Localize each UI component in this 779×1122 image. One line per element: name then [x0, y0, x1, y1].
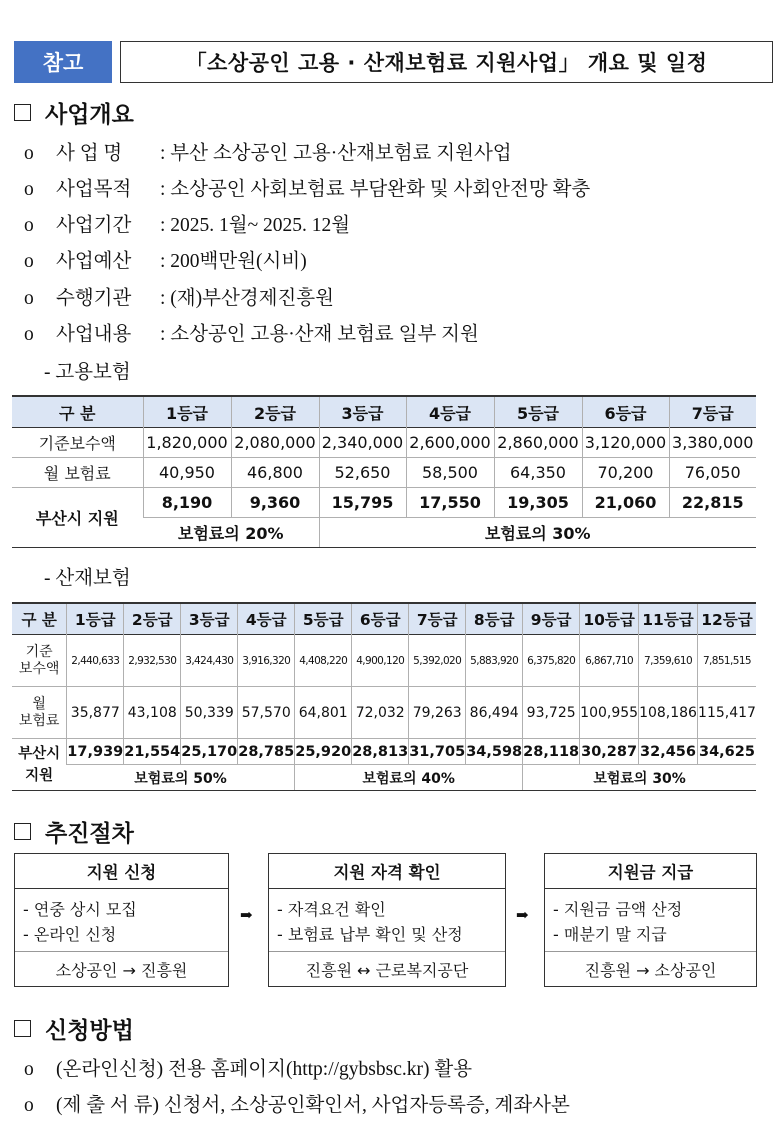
table-cell: 22,815 [669, 488, 756, 518]
bullet-icon: o [24, 215, 34, 236]
table-cell: 4,408,220 [295, 635, 352, 687]
table-cell: 5,883,920 [466, 635, 523, 687]
process-step-footer: 진흥원 → 소상공인 [584, 961, 717, 980]
table-cell: 15,795 [319, 488, 406, 518]
table-cell: 1,820,000 [143, 428, 231, 458]
table-cell: 43,108 [124, 687, 181, 739]
overview-value: : 소상공인 고용·산재 보험료 일부 지원 [160, 324, 479, 345]
checkbox-square-icon [14, 104, 31, 121]
table-cell: 6,375,820 [523, 635, 580, 687]
table-cell: 28,813 [352, 739, 409, 765]
table-cell: 21,060 [582, 488, 669, 518]
table-header-row [12, 396, 756, 428]
overview-value: : (재)부산경제진흥원 [160, 288, 334, 309]
row-label-line: 보험료 [18, 712, 60, 729]
table-row [12, 739, 756, 765]
overview-value: : 200백만원(시비) [160, 251, 307, 272]
header-cell: 9등급 [523, 603, 580, 635]
row-label-line: 지원 [25, 767, 54, 784]
table-cell: 3,380,000 [669, 428, 756, 458]
method-value: 전용 홈페이지(http://gybsbsc.kr) 활용 [168, 1059, 473, 1080]
header-cell: 6등급 [352, 603, 409, 635]
header-cell: 4등급 [406, 396, 494, 428]
table-cell: 5,392,020 [409, 635, 466, 687]
overview-item [24, 318, 479, 346]
method-value: 신청서, 소상공인확인서, 사업자등록증, 계좌사본 [163, 1095, 570, 1116]
table-cell: 30,287 [580, 739, 639, 765]
table-cell: 57,570 [238, 687, 295, 739]
header-cell: 3등급 [181, 603, 238, 635]
process-step-item: - 보험료 납부 확인 및 산정 [277, 925, 463, 944]
process-step-item: - 자격요건 확인 [277, 900, 386, 919]
table-cell: 2,860,000 [494, 428, 582, 458]
table-cell: 19,305 [494, 488, 582, 518]
process-step-body [269, 889, 505, 952]
overview-label: 사업예산 [56, 251, 132, 272]
overview-label: 사업내용 [56, 324, 132, 345]
process-step-title: 지원 신청 [15, 854, 228, 889]
table-cell: 115,417 [697, 687, 756, 739]
table-cell: 25,170 [181, 739, 238, 765]
industrial-insurance-table [12, 602, 756, 791]
header-cell: 5등급 [295, 603, 352, 635]
header-cell: 5등급 [494, 396, 582, 428]
table-cell: 3,424,430 [181, 635, 238, 687]
header-cell: 6등급 [582, 396, 669, 428]
table-cell: 34,598 [466, 739, 523, 765]
row-label-line: 부산시 [18, 745, 61, 762]
process-step-title: 지원 자격 확인 [269, 854, 505, 889]
method-label: (제 출 서 류) [56, 1095, 159, 1116]
rate-note: 보험료의 20% [143, 518, 319, 548]
table-cell: 32,456 [639, 739, 698, 765]
row-label [12, 687, 67, 739]
table-cell: 3,120,000 [582, 428, 669, 458]
section-title: 추진절차 [45, 821, 134, 847]
table-cell: 28,785 [238, 739, 295, 765]
overview-label: 수행기관 [56, 288, 132, 309]
overview-item [24, 209, 350, 237]
table-cell: 34,625 [697, 739, 756, 765]
section-overview-heading [14, 96, 134, 129]
rate-note: 보험료의 30% [319, 518, 756, 548]
table-cell: 58,500 [406, 458, 494, 488]
method-item [24, 1089, 570, 1117]
table-cell: 21,554 [124, 739, 181, 765]
process-step-body [545, 889, 756, 952]
table-cell: 9,360 [231, 488, 319, 518]
table-cell: 86,494 [466, 687, 523, 739]
row-label-line: 기준 [25, 643, 53, 660]
bullet-icon: o [24, 1095, 34, 1116]
process-step-pay [544, 853, 757, 987]
table-cell: 79,263 [409, 687, 466, 739]
table-cell: 25,920 [295, 739, 352, 765]
row-label: 월 보험료 [12, 458, 143, 488]
table-row [12, 488, 756, 518]
row-label: 기준보수액 [12, 428, 143, 458]
overview-value: : 2025. 1월~ 2025. 12월 [160, 215, 351, 236]
row-label-line: 월 [32, 695, 46, 712]
section-title: 신청방법 [45, 1018, 134, 1044]
table-cell: 28,118 [523, 739, 580, 765]
process-step-item: - 지원금 금액 산정 [553, 900, 683, 919]
table-cell: 8,190 [143, 488, 231, 518]
process-step-footer: 소상공인 → 진흥원 [55, 961, 188, 980]
employment-insurance-subtitle: - 고용보험 [44, 362, 131, 383]
employment-insurance-table [12, 395, 756, 548]
process-step-title: 지원금 지급 [545, 854, 756, 889]
bullet-icon: o [24, 143, 34, 164]
table-header-row [12, 603, 756, 635]
table-cell: 76,050 [669, 458, 756, 488]
row-label [12, 739, 67, 791]
header-cell: 2등급 [231, 396, 319, 428]
arrow-right-icon: ➡ [240, 908, 253, 924]
method-item [24, 1053, 472, 1081]
header-cell: 10등급 [580, 603, 639, 635]
header-cell: 1등급 [67, 603, 124, 635]
process-step-apply [14, 853, 229, 987]
table-cell: 93,725 [523, 687, 580, 739]
table-cell: 3,916,320 [238, 635, 295, 687]
header-cell: 12등급 [697, 603, 756, 635]
table-cell: 2,080,000 [231, 428, 319, 458]
page-title: 「소상공인 고용 · 산재보험료 지원사업」 개요 및 일정 [120, 41, 773, 83]
industrial-insurance-subtitle: - 산재보험 [44, 568, 131, 589]
table-cell: 2,440,633 [67, 635, 124, 687]
overview-item [24, 282, 334, 310]
rate-note: 보험료의 50% [67, 765, 295, 791]
bullet-icon: o [24, 288, 34, 309]
bullet-icon: o [24, 179, 34, 200]
table-cell: 17,550 [406, 488, 494, 518]
process-step-verify [268, 853, 506, 987]
table-cell: 70,200 [582, 458, 669, 488]
overview-item [24, 137, 512, 165]
table-cell: 52,650 [319, 458, 406, 488]
section-application-heading [14, 1012, 134, 1045]
header-cell: 11등급 [639, 603, 698, 635]
overview-item [24, 173, 590, 201]
table-cell: 100,955 [580, 687, 639, 739]
table-cell: 2,932,530 [124, 635, 181, 687]
section-title: 사업개요 [45, 102, 134, 128]
table-row [12, 635, 756, 687]
table-row [12, 458, 756, 488]
overview-item [24, 245, 307, 273]
checkbox-square-icon [14, 1020, 31, 1037]
table-cell: 50,339 [181, 687, 238, 739]
rate-note: 보험료의 30% [523, 765, 756, 791]
overview-label: 사업목적 [56, 179, 132, 200]
header-cell: 7등급 [409, 603, 466, 635]
row-label [12, 635, 67, 687]
process-step-footer: 진흥원 ↔ 근로복지공단 [305, 961, 469, 980]
section-process-heading [14, 815, 134, 848]
overview-value: : 소상공인 사회보험료 부담완화 및 사회안전망 확충 [160, 179, 591, 200]
table-cell: 40,950 [143, 458, 231, 488]
overview-label: 사 업 명 [56, 143, 123, 164]
header-cell: 3등급 [319, 396, 406, 428]
process-step-item: - 연중 상시 모집 [23, 900, 137, 919]
table-cell: 4,900,120 [352, 635, 409, 687]
header-cell: 4등급 [238, 603, 295, 635]
overview-label: 사업기간 [56, 215, 132, 236]
table-cell: 2,340,000 [319, 428, 406, 458]
table-cell: 2,600,000 [406, 428, 494, 458]
header-cell: 구 분 [12, 396, 143, 428]
table-cell: 108,186 [639, 687, 698, 739]
table-cell: 31,705 [409, 739, 466, 765]
bullet-icon: o [24, 1059, 34, 1080]
header-cell: 8등급 [466, 603, 523, 635]
arrow-right-icon: ➡ [516, 908, 529, 924]
header-cell: 7등급 [669, 396, 756, 428]
reference-tag: 참고 [14, 41, 112, 83]
table-cell: 72,032 [352, 687, 409, 739]
process-step-body [15, 889, 228, 952]
process-step-item: - 온라인 신청 [23, 925, 117, 944]
header-cell: 구 분 [12, 603, 67, 635]
table-row [12, 765, 756, 791]
table-cell: 46,800 [231, 458, 319, 488]
table-cell: 6,867,710 [580, 635, 639, 687]
overview-value: : 부산 소상공인 고용·산재보험료 지원사업 [160, 143, 512, 164]
row-label: 부산시 지원 [12, 488, 143, 548]
table-cell: 35,877 [67, 687, 124, 739]
bullet-icon: o [24, 251, 34, 272]
table-cell: 7,851,515 [697, 635, 756, 687]
rate-note: 보험료의 40% [295, 765, 523, 791]
header-cell: 1등급 [143, 396, 231, 428]
header-cell: 2등급 [124, 603, 181, 635]
table-cell: 64,350 [494, 458, 582, 488]
table-cell: 64,801 [295, 687, 352, 739]
row-label-line: 보수액 [18, 660, 60, 677]
table-row [12, 687, 756, 739]
checkbox-square-icon [14, 823, 31, 840]
table-row [12, 428, 756, 458]
table-cell: 17,939 [67, 739, 124, 765]
method-label: (온라인신청) [56, 1059, 164, 1080]
table-cell: 7,359,610 [639, 635, 698, 687]
process-step-item: - 매분기 말 지급 [553, 925, 667, 944]
bullet-icon: o [24, 324, 34, 345]
